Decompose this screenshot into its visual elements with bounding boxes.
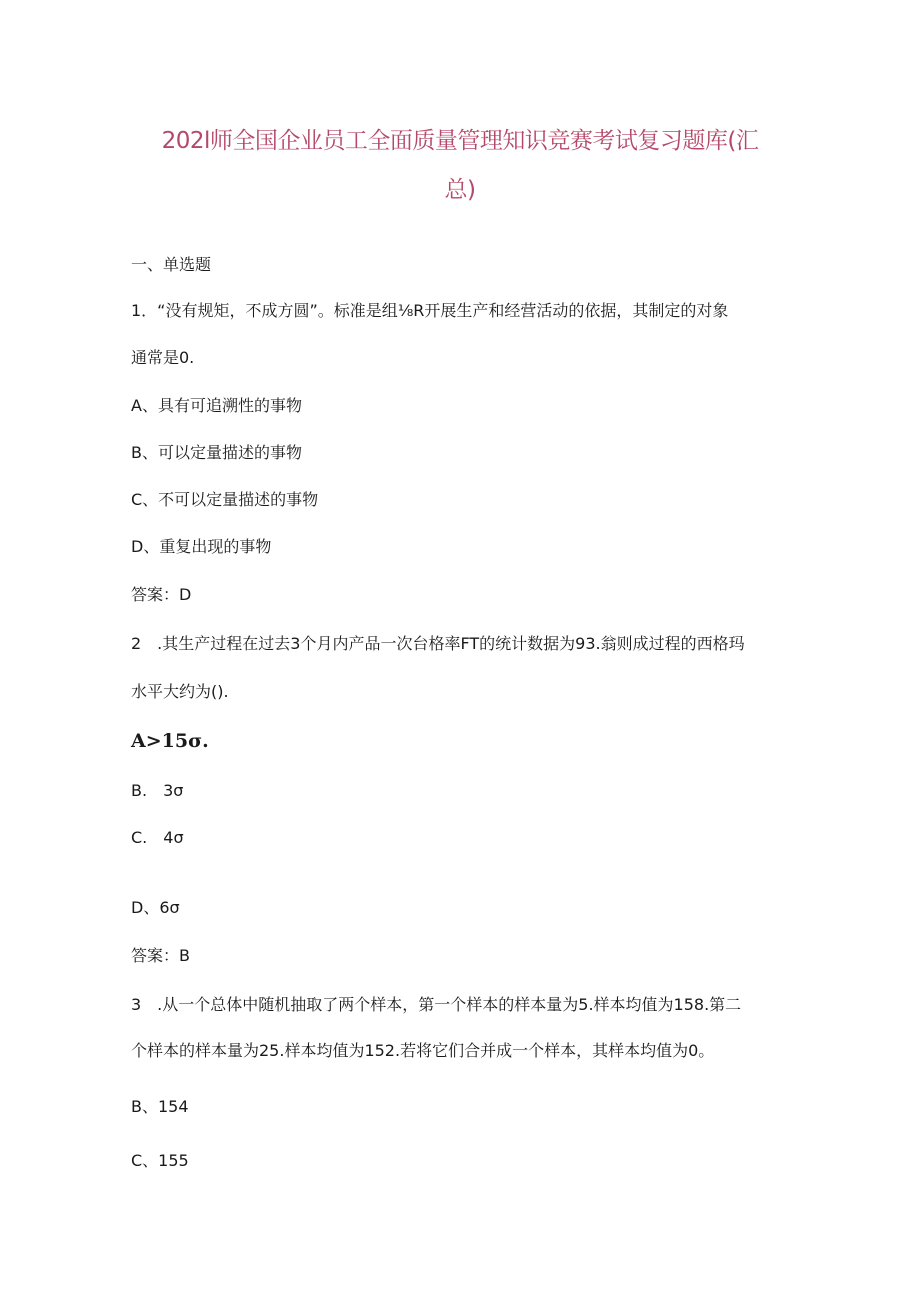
- question-1-answer: 答案：D: [131, 585, 192, 604]
- question-2-option-c: C. 4σ: [131, 828, 184, 847]
- question-1-option-b: B、可以定量描述的事物: [131, 443, 302, 462]
- question-1-option-a: A、具有可追溯性的事物: [131, 396, 302, 415]
- document-title-line-1: 202l师全国企业员工全面质量管理知识竞赛考试复习题库(汇: [161, 128, 759, 154]
- question-2-option-a: A>15σ.: [131, 730, 209, 752]
- question-3-stem-line-1: 3 .从一个总体中随机抽取了两个样本，第一个样本的样本量为5.样本均值为158.第二: [131, 995, 742, 1014]
- question-1-stem-line-2: 通常是0.: [131, 348, 195, 367]
- section-heading: 一、单选题: [131, 255, 212, 274]
- question-3-option-b: B、154: [131, 1097, 189, 1116]
- question-3-stem-line-2: 个样本的样本量为25.样本均值为152.若将它们合并成一个样本，其样本均值为0。: [131, 1041, 715, 1060]
- question-2-stem-line-2: 水平大约为().: [131, 682, 229, 701]
- document-title-line-2: 总): [444, 177, 476, 203]
- question-2-answer: 答案：B: [131, 946, 190, 965]
- question-1-option-c: C、不可以定量描述的事物: [131, 490, 319, 509]
- question-3-option-c: C、155: [131, 1151, 189, 1170]
- question-1-stem-line-1: 1．“没有规矩，不成方圆”。标准是组⅛R开展生产和经营活动的依据，其制定的对象: [131, 301, 729, 320]
- question-2-option-b: B. 3σ: [131, 781, 184, 800]
- question-2-stem-line-1: 2 .其生产过程在过去3个月内产品一次台格率FT的统计数据为93.翁则成过程的西格玛: [131, 634, 745, 653]
- question-2-option-d: D、6σ: [131, 898, 180, 917]
- question-1-option-d: D、重复出现的事物: [131, 537, 272, 556]
